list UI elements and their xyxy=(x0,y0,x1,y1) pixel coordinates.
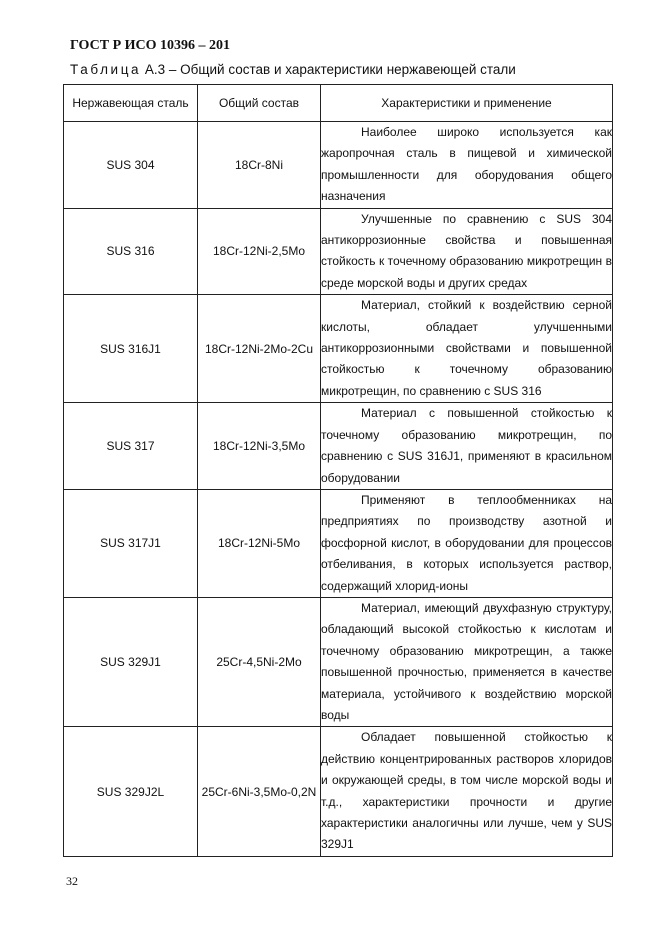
steel-grade: SUS 329J1 xyxy=(64,597,198,726)
table-row xyxy=(64,727,613,856)
description: Применяют в теплообменниках на предприятиях по производству азотной и фосфорной кислот, в оборудовании для процессов отбеливания, в которых используется раствор, содержащий хлорид-ионы xyxy=(321,492,612,593)
steel-table xyxy=(63,84,613,857)
description-cell xyxy=(321,122,613,209)
description-cell xyxy=(321,489,613,597)
standard-header: ГОСТ Р ИСО 10396 – 201 xyxy=(70,38,231,53)
steel-grade: SUS 317 xyxy=(64,403,198,490)
table-row xyxy=(64,597,613,726)
steel-grade: SUS 329J2L xyxy=(64,727,198,856)
description-cell xyxy=(321,403,613,490)
description: Материал, стойкий к воздействию серной кислоты, обладает улучшенными антикоррозионными свойствами и повышенной стойкостью к точечному образованию микротрещин, по сравнению с SUS 316 xyxy=(321,298,612,398)
description-cell xyxy=(321,295,613,403)
table-row xyxy=(64,122,613,209)
table-caption xyxy=(70,62,516,77)
description-cell xyxy=(321,597,613,726)
description: Материал, имеющий двухфазную структуру, обладающий высокой стойкостью к кислотам и точечному образованию микротрещин, а также повышенной прочностью, применяется в качестве материала, устойчивого к воздействию морской воды xyxy=(321,600,612,722)
composition: 18Cr-12Ni-2,5Mo xyxy=(198,208,321,295)
table-header-row xyxy=(64,85,613,122)
steel-grade: SUS 316J1 xyxy=(64,295,198,403)
col-header-characteristics: Характеристики и применение xyxy=(321,85,613,122)
composition: 18Cr-12Ni-5Mo xyxy=(198,489,321,597)
description-cell xyxy=(321,727,613,856)
table-row xyxy=(64,208,613,295)
col-header-composition: Общий состав xyxy=(198,85,321,122)
steel-grade: SUS 317J1 xyxy=(64,489,198,597)
description: Наиболее широко используется как жаропрочная сталь в пищевой и химической промышленности для оборудования общего назначения xyxy=(321,125,612,204)
composition: 25Cr-4,5Ni-2Mo xyxy=(198,597,321,726)
description: Улучшенные по сравнению с SUS 304 антикоррозионные свойства и повышенная стойкость к точечному образованию микротрещин в среде морской воды и других средах xyxy=(321,211,612,290)
steel-grade: SUS 316 xyxy=(64,208,198,295)
composition: 25Cr-6Ni-3,5Mo-0,2N xyxy=(198,727,321,856)
table-row xyxy=(64,489,613,597)
description: Обладает повышенной стойкостью к действию концентрированных растворов хлоридов и окружающей среды, в том числе морской воды и т.д., характеристики прочности и другие характеристики аналогичны или лучше, чем у SUS 329J1 xyxy=(321,730,612,852)
composition: 18Cr-12Ni-2Mo-2Cu xyxy=(198,295,321,403)
page-number: 32 xyxy=(66,874,78,888)
description-cell xyxy=(321,208,613,295)
composition: 18Cr-8Ni xyxy=(198,122,321,209)
table-caption-text: А.3 – Общий состав и характеристики нержавеющей стали xyxy=(144,62,516,77)
table-row xyxy=(64,295,613,403)
table-caption-label: Таблица xyxy=(70,62,142,77)
composition: 18Cr-12Ni-3,5Mo xyxy=(198,403,321,490)
table-row xyxy=(64,403,613,490)
steel-grade: SUS 304 xyxy=(64,122,198,209)
description: Материал с повышенной стойкостью к точечному образованию микротрещин, по сравнению с SUS 316J1, применяют в красильном оборудовании xyxy=(321,406,612,485)
col-header-steel: Нержавеющая сталь xyxy=(64,85,198,122)
